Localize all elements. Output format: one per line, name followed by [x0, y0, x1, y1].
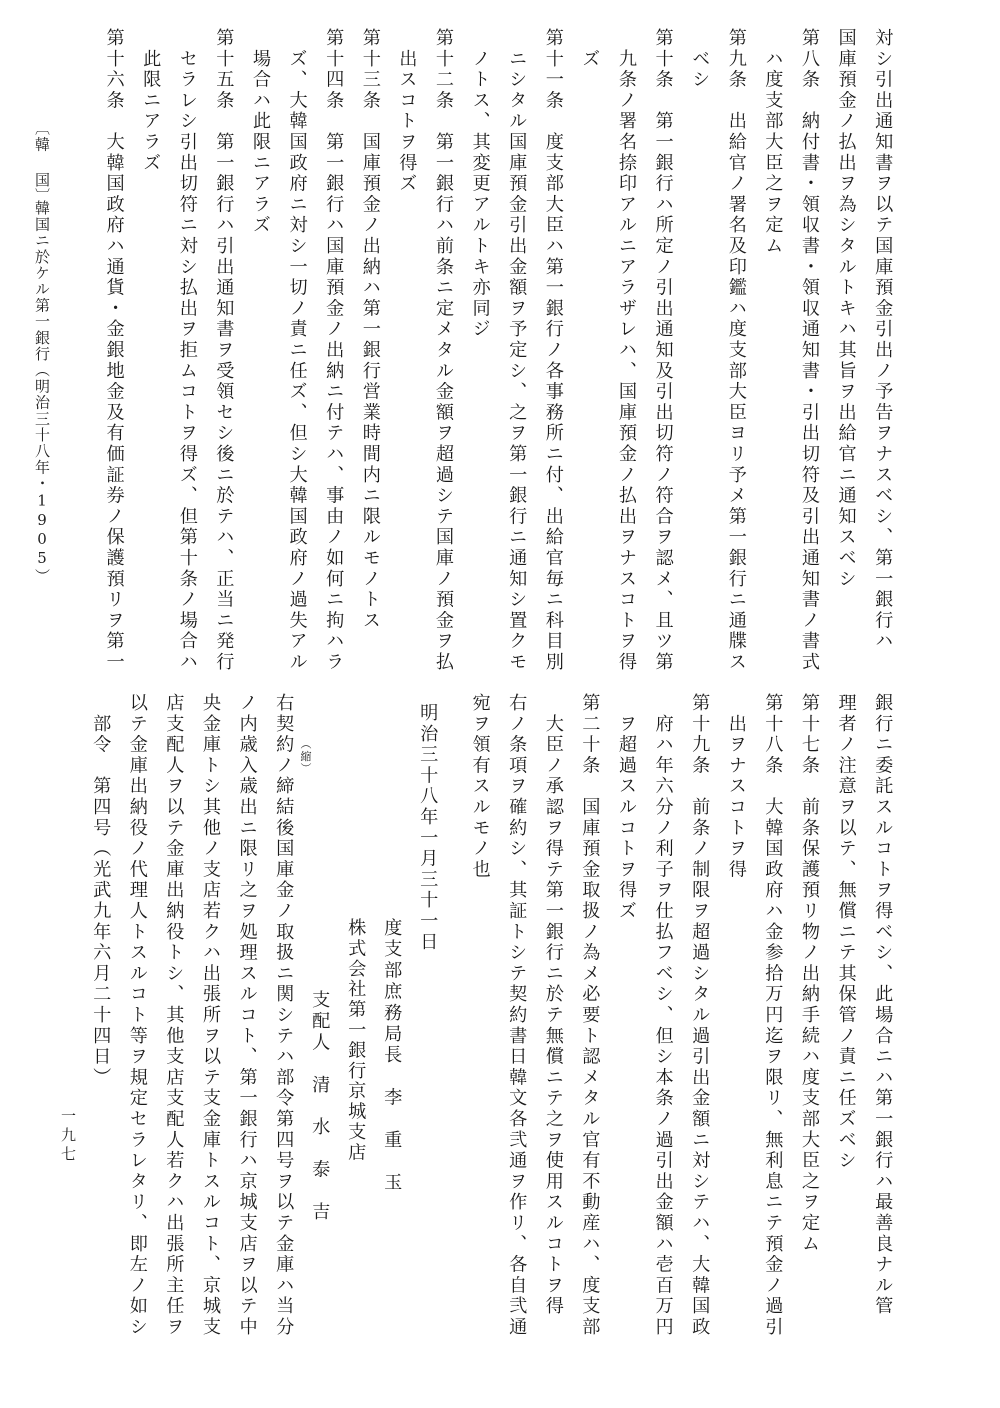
upper_columns-column: 第十条 第一銀行ハ所定ノ引出通知及引出切符ノ符合ヲ認メ、且ツ第 — [652, 28, 674, 673]
note-annotation: （縮） — [299, 738, 312, 775]
upper_columns-column: ハ度支部大臣之ヲ定ム — [762, 28, 784, 257]
lower_columns-column: 第十七条 前条保護預リ物ノ出納手続ハ度支部大臣之ヲ定ム — [799, 693, 820, 1255]
upper_columns-column: 出スコトヲ得ズ — [396, 28, 418, 195]
upper_columns-column: 第十四条 第一銀行ハ国庫預金ノ出納ニ付テハ、事由ノ如何ニ拘ハラ — [323, 28, 345, 673]
upper_columns-column: 第十六条 大韓国政府ハ通貨・金銀地金及有価証券ノ保護預リヲ第一 — [103, 28, 125, 673]
note-line: 店支配人ヲ以テ金庫出納役トシ、其他支店支配人若クハ出張所主任ヲ — [163, 693, 185, 1338]
upper_columns-column: ズ、大韓国政府ニ対シ一切ノ責ニ任ズ、但シ大韓国政府ノ過失アル — [286, 28, 308, 673]
lower_columns-column: 大臣ノ承認ヲ得テ第一銀行ニ於テ無償ニテ之ヲ使用スルコトヲ得 — [542, 693, 564, 1317]
korean-official-signature: 度支部庶務局長 李 重 玉 — [381, 918, 403, 1194]
upper_columns-column: セラレシ引出切符ニ対シ払出ヲ拒ムコトヲ得ズ、但第十条ノ場合ハ — [176, 28, 198, 673]
upper_columns-column: ズ — [579, 28, 601, 70]
note-line: 以テ金庫出納役ノ代理人トスルコト等ヲ規定セラレタリ、即左ノ如シ — [126, 693, 148, 1338]
lower_columns-column: 第二十条 国庫預金取扱ノ為メ必要ト認メタル官有不動産ハ、度支部 — [579, 693, 601, 1338]
lower_columns-column: 右ノ条項ヲ確約シ、其証トシテ契約書日韓文各弐通ヲ作リ、各自弐通 — [506, 693, 528, 1338]
lower_columns-column: 第十八条 大韓国政府ハ金参拾万円迄ヲ限リ、無利息ニテ預金ノ過引 — [762, 693, 784, 1338]
upper_columns-column: 第八条 納付書・領収書・領収通知書・引出切符及引出通知書ノ書式 — [799, 28, 820, 673]
page-number: 一九七 — [59, 1108, 77, 1165]
date-line: 明治三十八年一月三十一日 — [417, 703, 439, 953]
upper_columns-column: 第十二条 第一銀行ハ前条ニ定メタル金額ヲ超過シテ国庫ノ預金ヲ払 — [433, 28, 454, 673]
header-title: 韓国ニ於ケル第一銀行（明治三十八年・1905） — [33, 200, 51, 585]
upper_columns-column: 第十五条 第一銀行ハ引出通知書ヲ受領セシ後ニ於テハ、正当ニ発行 — [213, 28, 235, 673]
note-line: 部令 第四号（光武九年六月二十四日） — [90, 693, 112, 1089]
upper_columns-column: 九条ノ署名捺印アルニアラザレハ、国庫預金ノ払出ヲナスコトヲ得 — [616, 28, 637, 673]
upper_columns-column: 第九条 出給官ノ署名及印鑑ハ度支部大臣ヨリ予メ第一銀行ニ通牒ス — [725, 28, 747, 673]
note-line: 右契約ノ締結後国庫金ノ取扱ニ関シテハ部令第四号ヲ以テ金庫ハ当分 — [273, 693, 295, 1338]
lower_columns-column: 府ハ年六分ノ利子ヲ仕払フベシ、但シ本条ノ過引出金額ハ壱百万円 — [652, 693, 674, 1338]
upper_columns-column: ノトス、其変更アルトキ亦同ジ — [469, 28, 491, 340]
upper_columns-column: ニシタル国庫預金引出金額ヲ予定シ、之ヲ第一銀行ニ通知シ置クモ — [506, 28, 528, 673]
bank-manager-signature: 支配人 清 水 泰 吉 — [309, 990, 331, 1224]
lower_columns-column: 出ヲナスコトヲ得 — [725, 693, 747, 881]
lower_columns-column: 銀行ニ委託スルコトヲ得ベシ、此場合ニハ第一銀行ハ最善良ナル管 — [872, 693, 894, 1317]
header-label: 〔韓 国〕 — [33, 120, 51, 204]
upper_columns-column: 此限ニアラズ — [140, 28, 162, 174]
upper_columns-column: 第十三条 国庫預金ノ出納ハ第一銀行営業時間内ニ限ルモノトス — [359, 28, 381, 632]
lower_columns-column: 理者ノ注意ヲ以テ、無償ニテ其保管ノ責ニ任ズベシ — [835, 693, 857, 1172]
lower_columns-column: 宛ヲ領有スルモノ也 — [469, 693, 491, 881]
bank-name: 株式会社第一銀行京城支店 — [345, 918, 367, 1163]
upper_columns-column: 場合ハ此限ニアラズ — [250, 28, 271, 236]
lower_columns-column: ヲ超過スルコトヲ得ズ — [616, 693, 637, 922]
upper_columns-column: 国庫預金ノ払出ヲ為シタルトキハ其旨ヲ出給官ニ通知スベシ — [835, 28, 857, 590]
lower_columns-column: 第十九条 前条ノ制限ヲ超過シタル過引出金額ニ対シテハ、大韓国政 — [689, 693, 711, 1338]
upper_columns-column: 対シ引出通知書ヲ以テ国庫預金引出ノ予告ヲナスベシ、第一銀行ハ — [872, 28, 894, 652]
note-line: 央金庫トシ其他ノ支店若クハ出張所ヲ以テ支金庫トスルコト、京城支 — [200, 693, 221, 1338]
upper_columns-column: 第十一条 度支部大臣ハ第一銀行ノ各事務所ニ付、出給官毎ニ科目別 — [542, 28, 564, 673]
upper_columns-column: ベシ — [689, 28, 711, 91]
note-line: ノ内歳入歳出ニ限リ之ヲ処理スルコト、第一銀行ハ京城支店ヲ以テ中 — [236, 693, 258, 1338]
